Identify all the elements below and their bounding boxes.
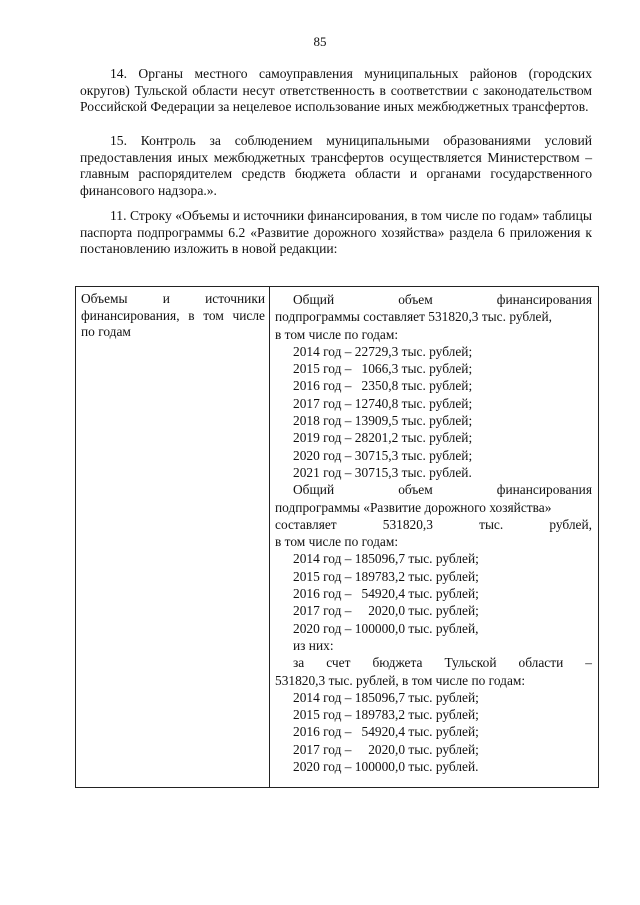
block1-heading-line1: Общий объем финансирования <box>293 292 592 307</box>
page-number: 85 <box>313 34 327 49</box>
paragraph-14: 14. Органы местного самоуправления муниципальных районов (городских округов) Тульской области несут ответственность в соответствии с законодательством Российской Федерации за нецелевое использование иных межбюджетных трансфертов. <box>80 66 592 114</box>
block1-year-line: 2019 год – 28201,2 тыс. рублей; <box>293 430 473 446</box>
block3-year-line: 2015 год – 189783,2 тыс. рублей; <box>293 707 479 723</box>
table-right-cell <box>270 287 598 787</box>
block1-year-line: 2020 год – 30715,3 тыс. рублей; <box>293 447 473 463</box>
block2-heading-line2: подпрограммы «Развитие дорожного хозяйства» <box>275 499 552 515</box>
paragraph-11: 11. Строку «Объемы и источники финансирования, в том числе по годам» таблицы паспорта подпрограммы 6.2 «Развитие дорожного хозяйства» раздела 6 приложения к постановлению изложить в новой редакции: <box>80 208 592 256</box>
block2-year-line: 2014 год – 185096,7 тыс. рублей; <box>293 551 479 567</box>
block2-year-line: 2016 год – 54920,4 тыс. рублей; <box>293 586 479 602</box>
block1-heading-line3: в том числе по годам: <box>275 326 399 342</box>
block2-heading-line1: Общий объем финансирования <box>293 482 592 498</box>
block1-year-line: 2021 год – 30715,3 тыс. рублей. <box>293 464 472 480</box>
block3-year-line: 2014 год – 185096,7 тыс. рублей; <box>293 689 479 705</box>
block1-year-line: 2015 год – 1066,3 тыс. рублей; <box>293 361 473 377</box>
table-left-cell: Объемы и источники финансирования, в том числе по годам <box>76 287 270 787</box>
block2-heading-line3: составляет 531820,3 тыс. рублей, <box>275 516 592 532</box>
block3-heading-line2: 531820,3 тыс. рублей, в том числе по годам: <box>275 672 526 688</box>
block2-heading-line4: в том числе по годам: <box>275 534 399 550</box>
passport-table <box>75 286 599 788</box>
block1-heading-line2: подпрограммы составляет 531820,3 тыс. рублей, <box>275 309 552 325</box>
block2-year-line: 2015 год – 189783,2 тыс. рублей; <box>293 568 479 584</box>
block3-heading-line1: за счет бюджета Тульской области – <box>293 655 592 671</box>
block1-year-line: 2016 год – 2350,8 тыс. рублей; <box>293 378 473 394</box>
block1-year-line: 2014 год – 22729,3 тыс. рублей; <box>293 343 473 359</box>
block1-year-line: 2017 год – 12740,8 тыс. рублей; <box>293 395 473 411</box>
block3-year-line: 2017 год – 2020,0 тыс. рублей; <box>293 741 479 757</box>
of-them-label: из них: <box>293 637 334 653</box>
block1-year-line: 2018 год – 13909,5 тыс. рублей; <box>293 413 473 429</box>
block2-year-line: 2017 год – 2020,0 тыс. рублей; <box>293 603 479 619</box>
block2-year-line: 2020 год – 100000,0 тыс. рублей, <box>293 620 479 636</box>
block3-year-line: 2020 год – 100000,0 тыс. рублей. <box>293 759 479 775</box>
block3-year-line: 2016 год – 54920,4 тыс. рублей; <box>293 724 479 740</box>
paragraph-15: 15. Контроль за соблюдением муниципальными образованиями условий предоставления иных межбюджетных трансфертов осуществляется Министерством – главным распорядителем средств бюджета области и органами государственного финансового надзора.». <box>80 133 592 198</box>
